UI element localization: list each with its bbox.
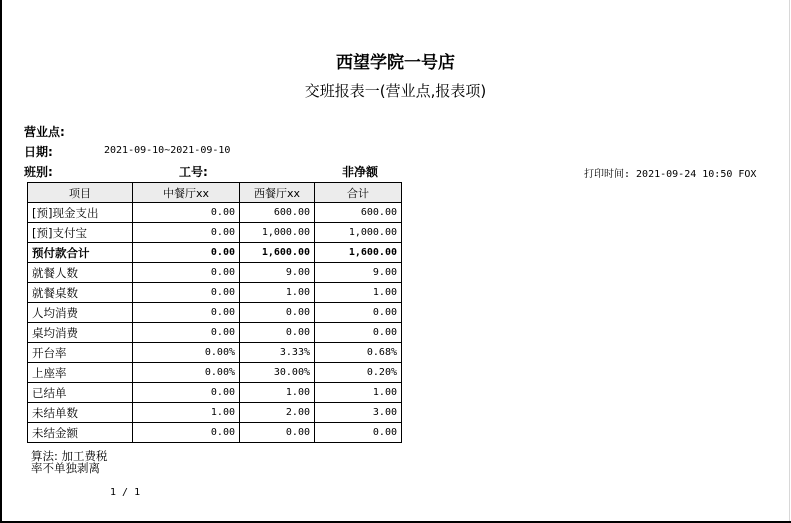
value-cell: 0.00 [240,423,315,443]
table-row [28,203,402,223]
value-cell: 0.00 [240,303,315,323]
table-row [28,363,402,383]
value-cell: 1,600.00 [240,243,315,263]
page-left-border [0,0,2,523]
page-right-border [789,0,790,523]
row-label-cell: 预付款合计 [28,243,133,263]
table-row [28,423,402,443]
page-number: 1 / 1 [110,487,141,498]
employee-label: 工号: [179,165,208,179]
value-cell: 1.00 [133,403,240,423]
algorithm-note-line: 率不单独剥离 [31,461,100,475]
column-header: 合计 [315,183,402,203]
value-cell: 1,000.00 [240,223,315,243]
value-cell: 0.00 [133,203,240,223]
row-label-cell: 未结单数 [28,403,133,423]
value-cell: 0.00 [133,223,240,243]
report-table [27,182,402,443]
table-row [28,303,402,323]
value-cell: 1.00 [315,283,402,303]
table-row [28,243,402,263]
value-cell: 0.00 [315,423,402,443]
row-label-cell: 桌均消费 [28,323,133,343]
date-label: 日期: [24,145,53,159]
value-cell: 0.00 [133,423,240,443]
table-row [28,343,402,363]
value-cell: 0.00% [133,363,240,383]
outlet-label: 营业点: [24,125,65,139]
column-header: 中餐厅xx [133,183,240,203]
value-cell: 1.00 [240,383,315,403]
value-cell: 3.33% [240,343,315,363]
report-subtitle: 交班报表一(营业点,报表项) [304,82,487,100]
value-cell: 0.20% [315,363,402,383]
value-cell: 3.00 [315,403,402,423]
table-row [28,223,402,243]
value-cell: 0.68% [315,343,402,363]
value-cell: 9.00 [315,263,402,283]
row-label-cell: 上座率 [28,363,133,383]
table-row [28,323,402,343]
value-cell: 0.00 [133,243,240,263]
value-cell: 0.00 [240,323,315,343]
column-header: 项目 [28,183,133,203]
row-label-cell: 未结金额 [28,423,133,443]
row-label-cell: 开台率 [28,343,133,363]
row-label-cell: [预]支付宝 [28,223,133,243]
net-mode-label: 非净额 [342,165,379,179]
table-row [28,383,402,403]
value-cell: 9.00 [240,263,315,283]
table-row [28,283,402,303]
shift-label: 班别: [24,165,53,179]
algorithm-note [31,450,108,474]
value-cell: 0.00 [133,303,240,323]
value-cell: 1,000.00 [315,223,402,243]
value-cell: 1.00 [315,383,402,403]
store-name-title: 西望学院一号店 [336,53,455,73]
algorithm-note-line: 算法: 加工费税 [31,449,108,463]
value-cell: 0.00 [315,303,402,323]
row-label-cell: 就餐人数 [28,263,133,283]
column-header: 西餐厅xx [240,183,315,203]
value-cell: 0.00% [133,343,240,363]
value-cell: 1.00 [240,283,315,303]
value-cell: 0.00 [133,263,240,283]
row-label-cell: 已结单 [28,383,133,403]
value-cell: 0.00 [315,323,402,343]
table-row [28,263,402,283]
value-cell: 0.00 [133,323,240,343]
table-header-row [28,183,402,203]
date-value: 2021-09-10~2021-09-10 [104,145,231,156]
value-cell: 2.00 [240,403,315,423]
row-label-cell: [预]现金支出 [28,203,133,223]
row-label-cell: 人均消费 [28,303,133,323]
value-cell: 0.00 [133,383,240,403]
value-cell: 0.00 [133,283,240,303]
report-table-body [28,203,402,443]
print-time: 打印时间: 2021-09-24 10:50 FOX [584,169,757,180]
value-cell: 600.00 [240,203,315,223]
row-label-cell: 就餐桌数 [28,283,133,303]
value-cell: 1,600.00 [315,243,402,263]
value-cell: 30.00% [240,363,315,383]
value-cell: 600.00 [315,203,402,223]
table-row [28,403,402,423]
